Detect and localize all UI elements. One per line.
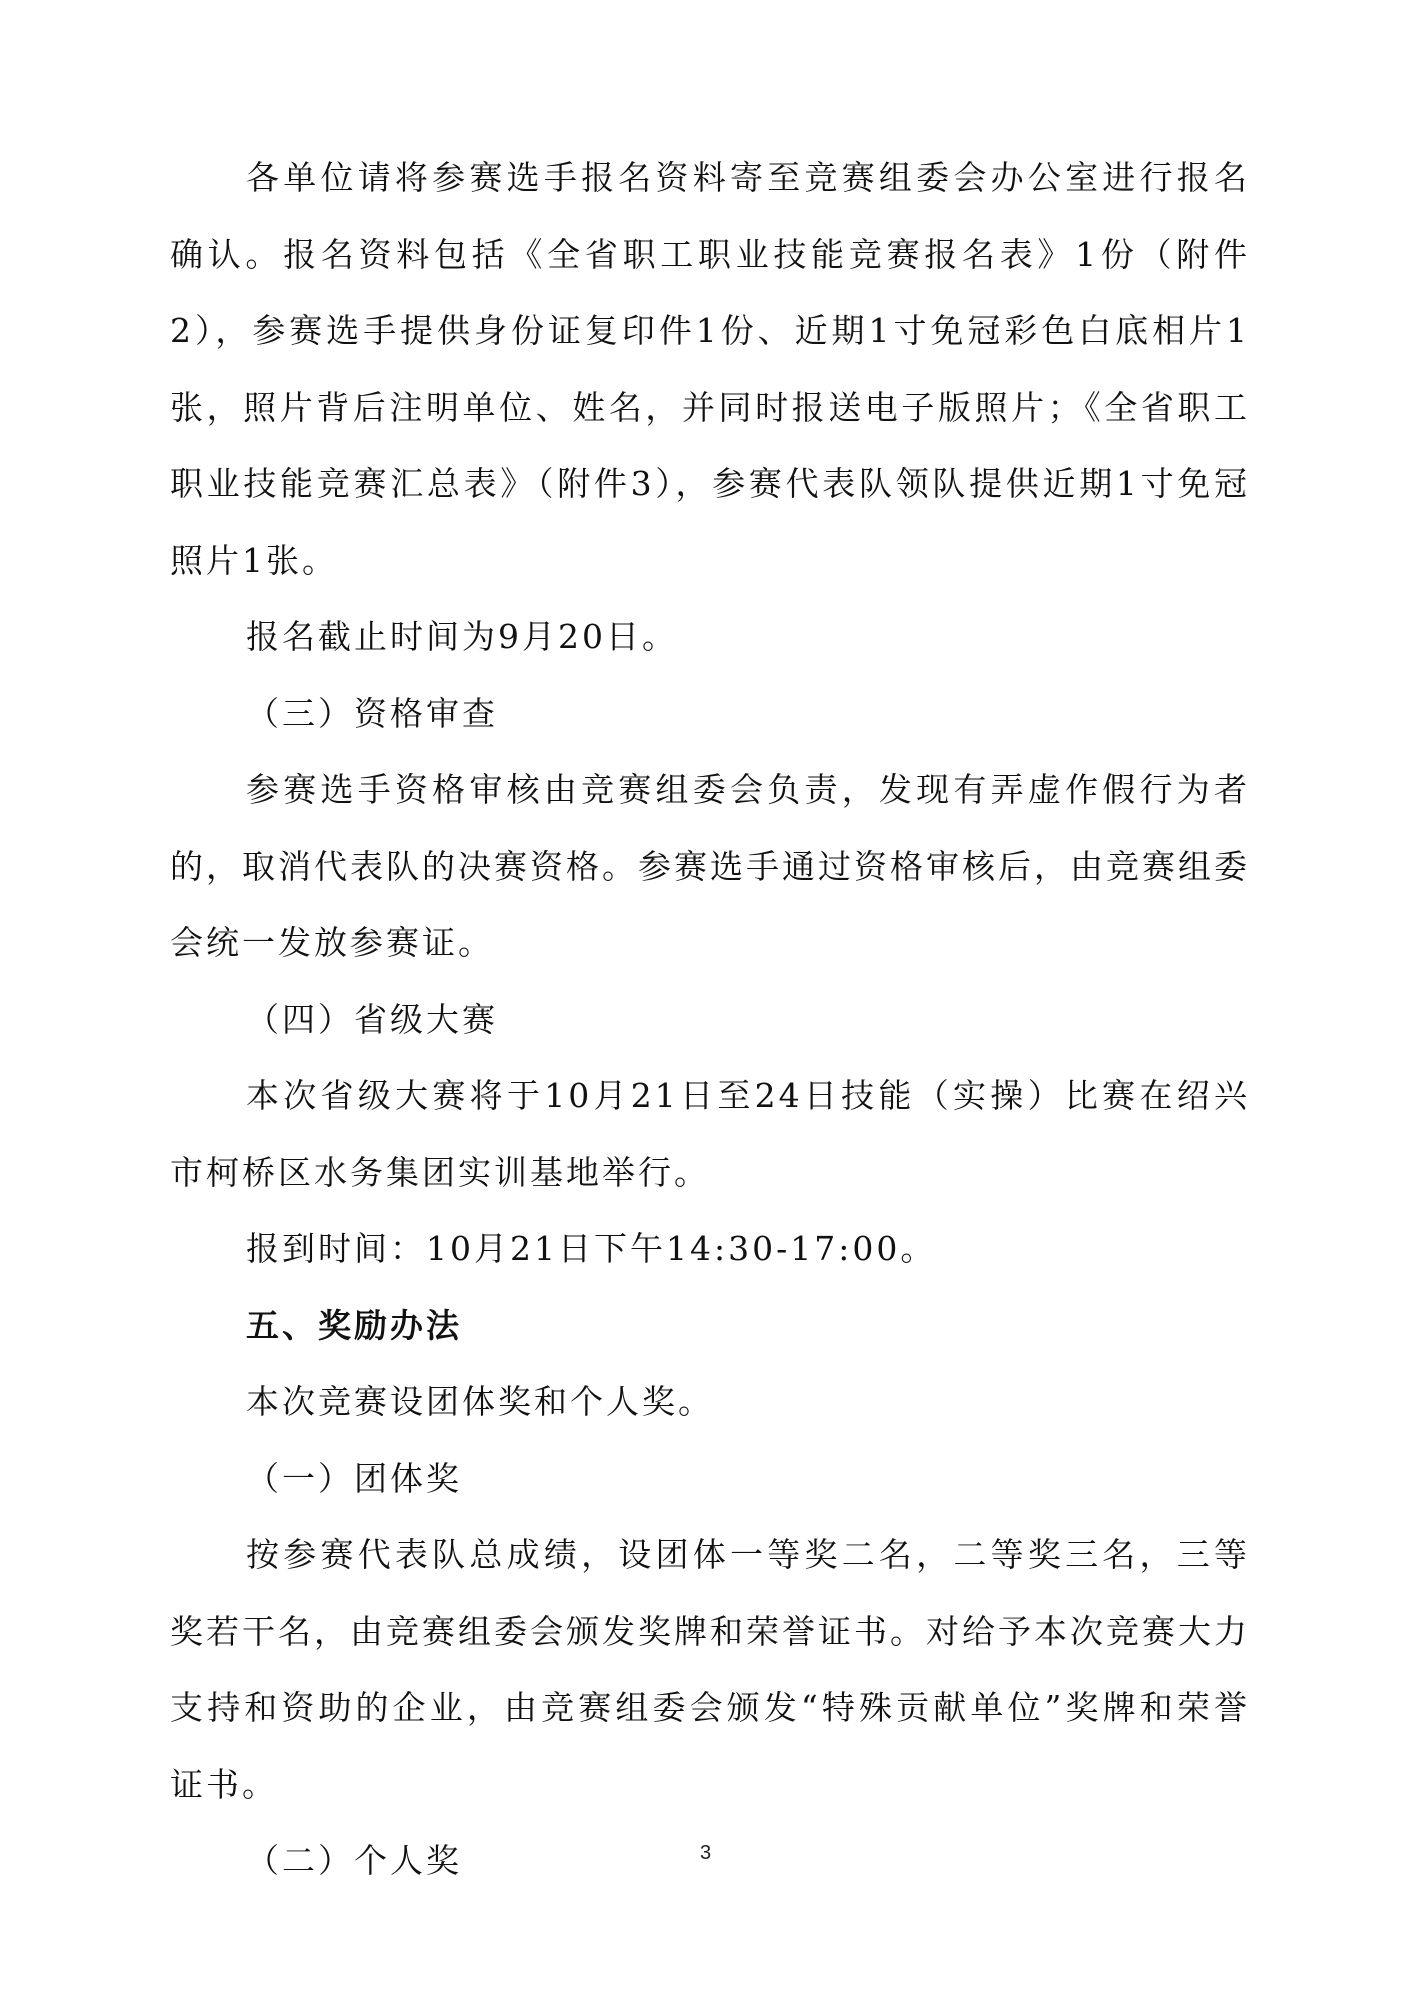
paragraph-qualification-review: 参赛选手资格审核由竞赛组委会负责，发现有弄虚作假行为者的，取消代表队的决赛资格。参赛选手通过资格审核后，由竞赛组委会统一发放参赛证。 [170,770,1250,962]
subheading-provincial-contest: （四）省级大赛 [246,999,498,1039]
paragraph-contest-venue: 本次省级大赛将于10月21日至24日技能（实操）比赛在绍兴市柯桥区水务集团实训基地举行。 [170,1076,1250,1192]
subheading-team-award: （一）团体奖 [246,1458,462,1498]
section-heading-rewards: 五、奖励办法 [246,1305,462,1345]
paragraph-check-in-time: 报到时间：10月21日下午14:30-17:00。 [246,1229,937,1268]
page-number: 3 [699,1842,712,1864]
paragraph-registration-deadline: 报名截止时间为9月20日。 [246,617,678,656]
paragraph-award-types: 本次竞赛设团体奖和个人奖。 [246,1382,714,1421]
paragraph-team-award: 按参赛代表队总成绩，设团体一等奖二名，二等奖三名，三等奖若干名，由竞赛组委会颁发奖牌和荣誉证书。对给予本次竞赛大力支持和资助的企业，由竞赛组委会颁发“特殊贡献单位”奖牌和荣誉证书。 [170,1535,1250,1804]
subheading-individual-award: （二）个人奖 [246,1841,462,1880]
paragraph-registration-materials: 各单位请将参赛选手报名资料寄至竞赛组委会办公室进行报名确认。报名资料包括《全省职工职业技能竞赛报名表》1份（附件2），参赛选手提供身份证复印件1份、近期1寸免冠彩色白底相片1张，照片背后注明单位、姓名，并同时报送电子版照片；《全省职工职业技能竞赛汇总表》（附件3），参赛代表队领队提供近期1寸免冠照片1张。 [170,158,1250,580]
subheading-qualification-review: （三）资格审查 [246,693,498,733]
document-body [170,140,1250,1900]
